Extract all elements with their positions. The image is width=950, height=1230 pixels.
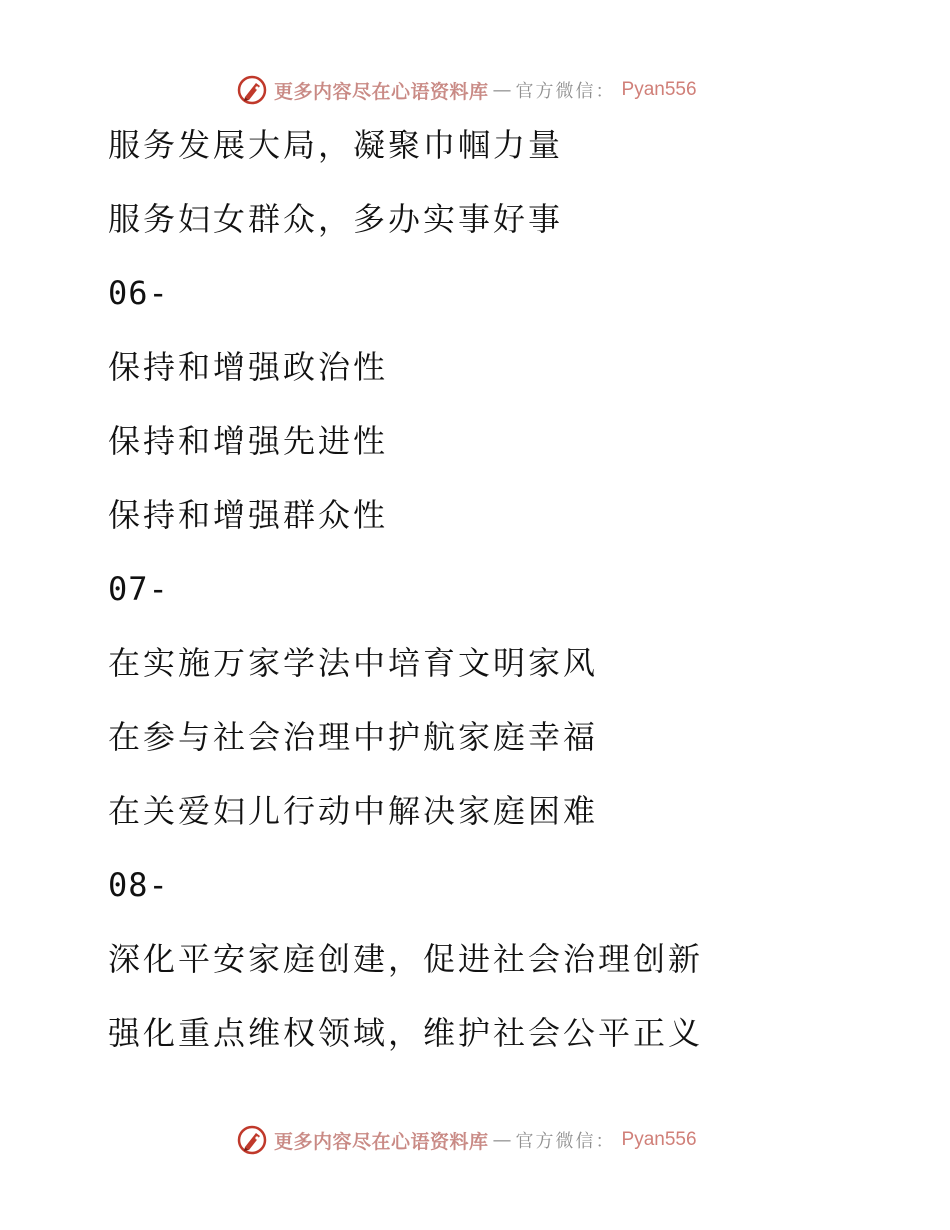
- watermark-official: 官方微信：: [515, 81, 616, 102]
- text-line: 保持和增强政治性: [108, 348, 389, 386]
- header-watermark: [236, 72, 697, 108]
- text-line: 服务妇女群众，多办实事好事: [108, 200, 564, 238]
- text-line: 深化平安家庭创建，促进社会治理创新: [108, 940, 704, 978]
- section-number: 06-: [108, 274, 169, 312]
- watermark-official: 官方微信：: [515, 1131, 616, 1152]
- text-line: 强化重点维权领域，维护社会公平正义: [108, 1014, 704, 1052]
- document-body: [108, 108, 868, 1070]
- watermark-text: 更多内容尽在心语资料库: [274, 80, 489, 103]
- text-line: 在关爱妇儿行动中解决家庭困难: [108, 792, 599, 830]
- text-line: 在实施万家学法中培育文明家风: [108, 644, 599, 682]
- text-line: 保持和增强群众性: [108, 496, 389, 534]
- section-number: 08-: [108, 866, 169, 904]
- text-line: 在参与社会治理中护航家庭幸福: [108, 718, 599, 756]
- text-line: 服务发展大局，凝聚巾帼力量: [108, 126, 564, 164]
- watermark-dash: —: [492, 1129, 512, 1151]
- text-line: 保持和增强先进性: [108, 422, 389, 460]
- watermark-id: Pyan556: [621, 79, 697, 100]
- section-number: 07-: [108, 570, 169, 608]
- pen-logo-icon: [236, 1124, 268, 1156]
- watermark-dash: —: [492, 79, 512, 101]
- pen-logo-icon: [236, 74, 268, 106]
- watermark-text: 更多内容尽在心语资料库: [274, 1130, 489, 1153]
- watermark-id: Pyan556: [621, 1129, 697, 1150]
- footer-watermark: [236, 1122, 697, 1158]
